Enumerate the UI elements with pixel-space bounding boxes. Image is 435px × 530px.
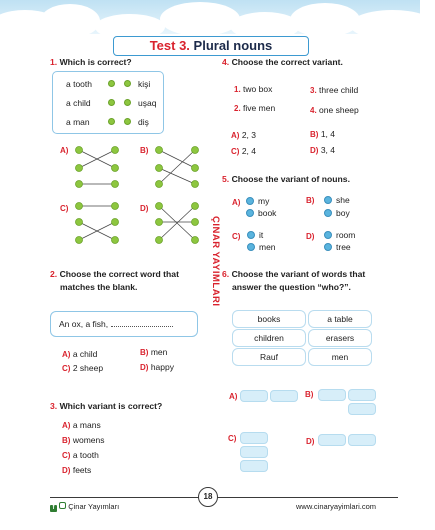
q3-option-c[interactable]: C) a tooth <box>62 450 99 460</box>
q4-option-d[interactable]: D) 3, 4 <box>310 145 336 155</box>
word-box: a table <box>308 310 372 328</box>
sky-banner <box>0 0 420 34</box>
q5-c-word-2: men <box>259 242 276 252</box>
match-left-1: a tooth <box>66 79 92 89</box>
q5-a-word-1: my <box>258 196 270 206</box>
bullet-dot <box>324 231 332 239</box>
q1-option-a[interactable]: A) <box>60 146 69 155</box>
match-dot <box>124 118 131 125</box>
answer-pill <box>318 389 346 401</box>
word-box: erasers <box>308 329 372 347</box>
bullet-dot <box>247 231 255 239</box>
q4-option-c[interactable]: C) 2, 4 <box>231 146 257 156</box>
match-dot <box>108 80 115 87</box>
match-left-3: a man <box>66 117 90 127</box>
word-box: Rauf <box>232 348 306 366</box>
answer-pill <box>270 390 298 402</box>
q6-option-d[interactable]: D) <box>306 437 315 446</box>
q4-item-2: 2. five men <box>234 103 276 113</box>
word-box: children <box>232 329 306 347</box>
page-number: 18 <box>198 487 218 507</box>
answer-pill <box>240 432 268 444</box>
instagram-icon[interactable] <box>59 502 66 509</box>
q5-d-word-2: tree <box>336 242 351 252</box>
q3-option-d[interactable]: D) feets <box>62 465 92 475</box>
bullet-dot <box>246 209 254 217</box>
q5-c-word-1: it <box>259 230 264 240</box>
question-2: 2. Choose the correct word that matches the blank. <box>50 269 179 292</box>
q5-option-a[interactable]: A) <box>232 198 241 207</box>
footer-social: f Çinar Yayımları <box>50 502 119 512</box>
question-3: 3. Which variant is correct? <box>50 401 163 411</box>
q2-option-c[interactable]: C) 2 sheep <box>62 363 104 373</box>
q4-item-3: 3. three child <box>310 85 359 95</box>
test-topic: Plural nouns <box>193 38 273 53</box>
facebook-icon[interactable]: f <box>50 505 57 512</box>
match-left-2: a child <box>66 98 91 108</box>
q6-option-a[interactable]: A) <box>229 392 238 401</box>
q4-item-4: 4. one sheep <box>310 105 359 115</box>
q2-option-b[interactable]: B) men <box>140 347 168 357</box>
q4-option-b[interactable]: B) 1, 4 <box>310 129 336 139</box>
svg-text:ÇINAR YAYIMLARI: ÇINAR YAYIMLARI <box>210 216 221 307</box>
match-right-1: kişi <box>138 79 151 89</box>
question-4: 4. Choose the correct variant. <box>222 57 343 67</box>
footer-divider <box>50 497 398 498</box>
answer-pill <box>240 390 268 402</box>
q2-option-d[interactable]: D) happy <box>140 362 174 372</box>
vertical-brand-logo <box>203 214 221 338</box>
match-right-3: diş <box>138 117 149 127</box>
word-box: books <box>232 310 306 328</box>
question-1: 1. Which is correct? <box>50 57 132 67</box>
q1-option-b[interactable]: B) <box>140 146 149 155</box>
bullet-dot <box>324 209 332 217</box>
q2-option-a[interactable]: A) a child <box>62 349 98 359</box>
answer-pill <box>348 434 376 446</box>
match-dot <box>124 99 131 106</box>
q6-option-b[interactable]: B) <box>305 390 314 399</box>
question-6: 6. Choose the variant of words that answer the question “who?”. <box>222 269 366 292</box>
match-dot <box>108 99 115 106</box>
q5-d-word-1: room <box>336 230 356 240</box>
matching-diagrams <box>70 140 210 260</box>
match-dot <box>124 80 131 87</box>
q5-option-d[interactable]: D) <box>306 232 315 241</box>
match-dot <box>108 118 115 125</box>
answer-pill <box>348 389 376 401</box>
word-box: men <box>308 348 372 366</box>
q5-option-b[interactable]: B) <box>306 196 315 205</box>
q4-option-a[interactable]: A) 2, 3 <box>231 130 257 140</box>
q3-option-a[interactable]: A) a mans <box>62 420 101 430</box>
q6-option-c[interactable]: C) <box>228 434 237 443</box>
answer-pill <box>348 403 376 415</box>
q5-b-word-1: she <box>336 195 350 205</box>
q1-option-c[interactable]: C) <box>60 204 69 213</box>
match-right-2: uşaq <box>138 98 157 108</box>
q5-a-word-2: book <box>258 208 277 218</box>
answer-pill <box>240 446 268 458</box>
bullet-dot <box>324 196 332 204</box>
test-title <box>113 36 309 56</box>
bullet-dot <box>324 243 332 251</box>
q5-b-word-2: boy <box>336 208 350 218</box>
q3-option-b[interactable]: B) womens <box>62 435 105 445</box>
bullet-dot <box>246 197 254 205</box>
q1-option-d[interactable]: D) <box>140 204 149 213</box>
footer-url[interactable]: www.cinaryayimlari.com <box>296 502 377 511</box>
answer-pill <box>318 434 346 446</box>
test-number: Test 3. <box>149 38 190 53</box>
blank-sentence-box[interactable]: An ox, a fish, <box>50 311 198 337</box>
q4-item-1: 1. two box <box>234 84 273 94</box>
question-5: 5. Choose the variant of nouns. <box>222 174 350 184</box>
answer-pill <box>240 460 268 472</box>
q5-option-c[interactable]: C) <box>232 232 241 241</box>
bullet-dot <box>247 243 255 251</box>
